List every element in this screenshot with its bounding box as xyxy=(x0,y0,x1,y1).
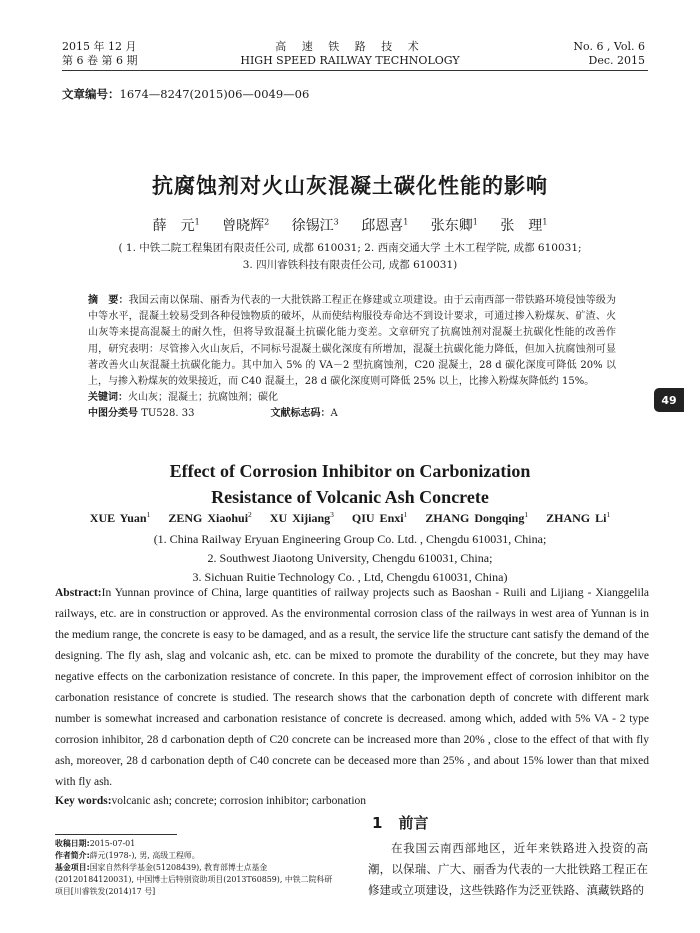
abstract-cn xyxy=(88,293,616,423)
authors-cn xyxy=(0,215,700,235)
author-cn: 邱恩喜$^1$ xyxy=(361,217,409,234)
header-volume-issue: 第 6 卷 第 6 期 xyxy=(62,54,138,67)
author-bio: 作者简介:薛元(1978-), 男, 高级工程师。 xyxy=(55,851,200,860)
author-en: QIU Enxi$^1$ xyxy=(351,510,408,525)
author-cn: 曾晓辉$^2$ xyxy=(222,217,270,234)
document-code: 文献标志码：A xyxy=(270,408,338,420)
title-en-line: Effect of Corrosion Inhibitor on Carbonization xyxy=(169,461,531,481)
section-number: 1 xyxy=(372,814,383,832)
journal-name-cn: 高 速 铁 路 技 术 xyxy=(275,40,425,53)
abstract-cn-label: 摘 要： xyxy=(88,295,129,306)
keywords-en xyxy=(55,795,366,807)
author-cn: 薛 元$^1$ xyxy=(152,217,200,234)
affiliation-en-line: (1. China Railway Eryuan Engineering Group Co. Ltd. , Chengdu 610031, China; xyxy=(153,532,547,546)
author-en: ZHANG Li$^1$ xyxy=(546,510,611,525)
affiliation-cn-line: ( 1. 中铁二院工程集团有限责任公司, 成都 610031; 2. 西南交通大学 土木工程学院, 成都 610031; xyxy=(118,242,582,254)
footnote-rule xyxy=(55,834,177,835)
header-issue-en xyxy=(573,40,645,68)
abstract-en xyxy=(55,583,649,793)
author-en: XU Xijiang$^3$ xyxy=(269,510,334,525)
author-cn: 张东卿$^1$ xyxy=(430,217,478,234)
received-date: 收稿日期:2015-07-01 xyxy=(55,839,136,848)
affiliations-en xyxy=(0,530,700,587)
section-title: 前言 xyxy=(398,814,429,832)
footnote xyxy=(55,838,337,898)
author-cn: 徐锡江$^3$ xyxy=(291,217,339,234)
authors-en xyxy=(0,510,700,526)
keywords-en-label: Key words: xyxy=(55,795,112,807)
affiliation-en-line: 2. Southwest Jiaotong University, Chengdu 610031, China; xyxy=(207,551,493,565)
keywords-cn: 关键词：火山灰；混凝土；抗腐蚀剂；碳化 xyxy=(88,392,278,404)
keywords-en-text: volcanic ash; concrete; corrosion inhibitor; carbonation xyxy=(111,795,367,807)
abstract-cn-text: 我国云南以保瑞、丽香为代表的一大批铁路工程正在修建或立项建设。由于云南西部一带铁路环境侵蚀等级为中等水平，混凝土较易受到各种侵蚀物质的破坏，从而使结构服役寿命达不到设计要求，可通过掺入粉煤灰、矿渣、火山灰等来提高混凝土的耐久性，但将导致混凝土抗碳化能力变差。文章研究了抗腐蚀剂对混凝土抗碳化性能的改善作用，研究表明：尽管掺入火山灰后，不同标号混凝土碳化深度有所增加，混凝土抗碳化能力降低，但加入抗腐蚀剂可显著改善火山灰混凝土抗碳化能力。其中加入 5% 的 VA－2 型抗腐蚀剂，C20 混凝土，28 d 碳化深度可降低 20% 以上，与掺入粉煤灰的效果接近，而 C40 混凝土，28 d 碳化深度则可降低 25% 以上，比掺入粉煤灰降低约 15%。 xyxy=(88,295,617,388)
abstract-en-text: In Yunnan province of China, large quantities of railway projects such as Baoshan - Ruili and Lijiang - Xianggelila railways, etc. are in construction or approved. As the environmental corrosion class of the railways in west area of Yunnan is in the medium range, the concrete is easy to be damaged, and as a result, the service life the structure cant satisfy the demand of the designing. The fly ash, slag and volcanic ash, etc. can be mixed to promote the durability of the concrete, but they may have negative effects on the carbonization resistance of concrete. In this paper, the improvement effect of corrosion inhibitor on the carbonation resistance of concrete is studied. The research shows that the carbonation depth of concrete with different mark number is somewhat increased and carbonation resistance of concrete is decreased. among which, added with 5% VA - 2 type corrosion inhibitor, 28 d carbonation depth of C20 concrete can be increased more than 20% , close to the effect of that with fly ash, moreover, 28 d carbonation depth of C40 concrete can be deceased more than 25% , and about 15% lower than that mixed with fly ash. xyxy=(55,587,649,788)
header-issue-date: Dec. 2015 xyxy=(588,54,645,67)
article-number-value: 1674—8247(2015)06—0049—06 xyxy=(119,87,310,101)
classification-line xyxy=(88,406,616,422)
affiliation-en-line: 3. Sichuan Ruitie Technology Co. , Ltd, Chengdu 610031, China) xyxy=(192,570,508,584)
title-cn: 抗腐蚀剂对火山灰混凝土碳化性能的影响 xyxy=(152,174,548,198)
header-date: 2015 年 12 月 xyxy=(62,40,137,53)
author-en: XUE Yuan$^1$ xyxy=(89,510,151,525)
abstract-cn-body xyxy=(88,293,616,390)
section-body: 在我国云南西部地区，近年来铁路进入投资的高潮，以保瑞、广大、丽香为代表的一大批铁路工程正在修建或立项建设，这些铁路作为泛亚铁路、滇藏铁路的 xyxy=(368,841,648,897)
author-en: ZHANG Dongqing$^1$ xyxy=(425,510,529,525)
affiliation-cn-line: 3. 四川睿铁科技有限责任公司, 成都 610031) xyxy=(242,259,458,271)
header-issue-no: No. 6 , Vol. 6 xyxy=(573,40,645,53)
funding: 基金项目:国家自然科学基金(51208439), 教育部博士点基金(20120184120031), 中国博士后特别资助项目(2013T60859), 中铁二院科研项目[川睿铁发(2014)17 号] xyxy=(55,863,333,896)
header-rule xyxy=(62,70,648,71)
abstract-en-label: Abstract: xyxy=(55,587,102,599)
clc-number: 中图分类号 TU528. 33 xyxy=(88,408,195,420)
article-number-label: 文章编号： xyxy=(62,87,120,101)
title-en xyxy=(0,458,700,510)
page-number-tab: 49 xyxy=(654,388,684,412)
author-en: ZENG Xiaohui$^2$ xyxy=(168,510,252,525)
title-en-line: Resistance of Volcanic Ash Concrete xyxy=(211,487,489,507)
section-heading xyxy=(372,812,428,833)
journal-name-en: HIGH SPEED RAILWAY TECHNOLOGY xyxy=(240,54,460,67)
article-number xyxy=(62,86,309,102)
author-cn: 张 理$^1$ xyxy=(500,217,548,234)
affiliations-cn xyxy=(0,240,700,274)
